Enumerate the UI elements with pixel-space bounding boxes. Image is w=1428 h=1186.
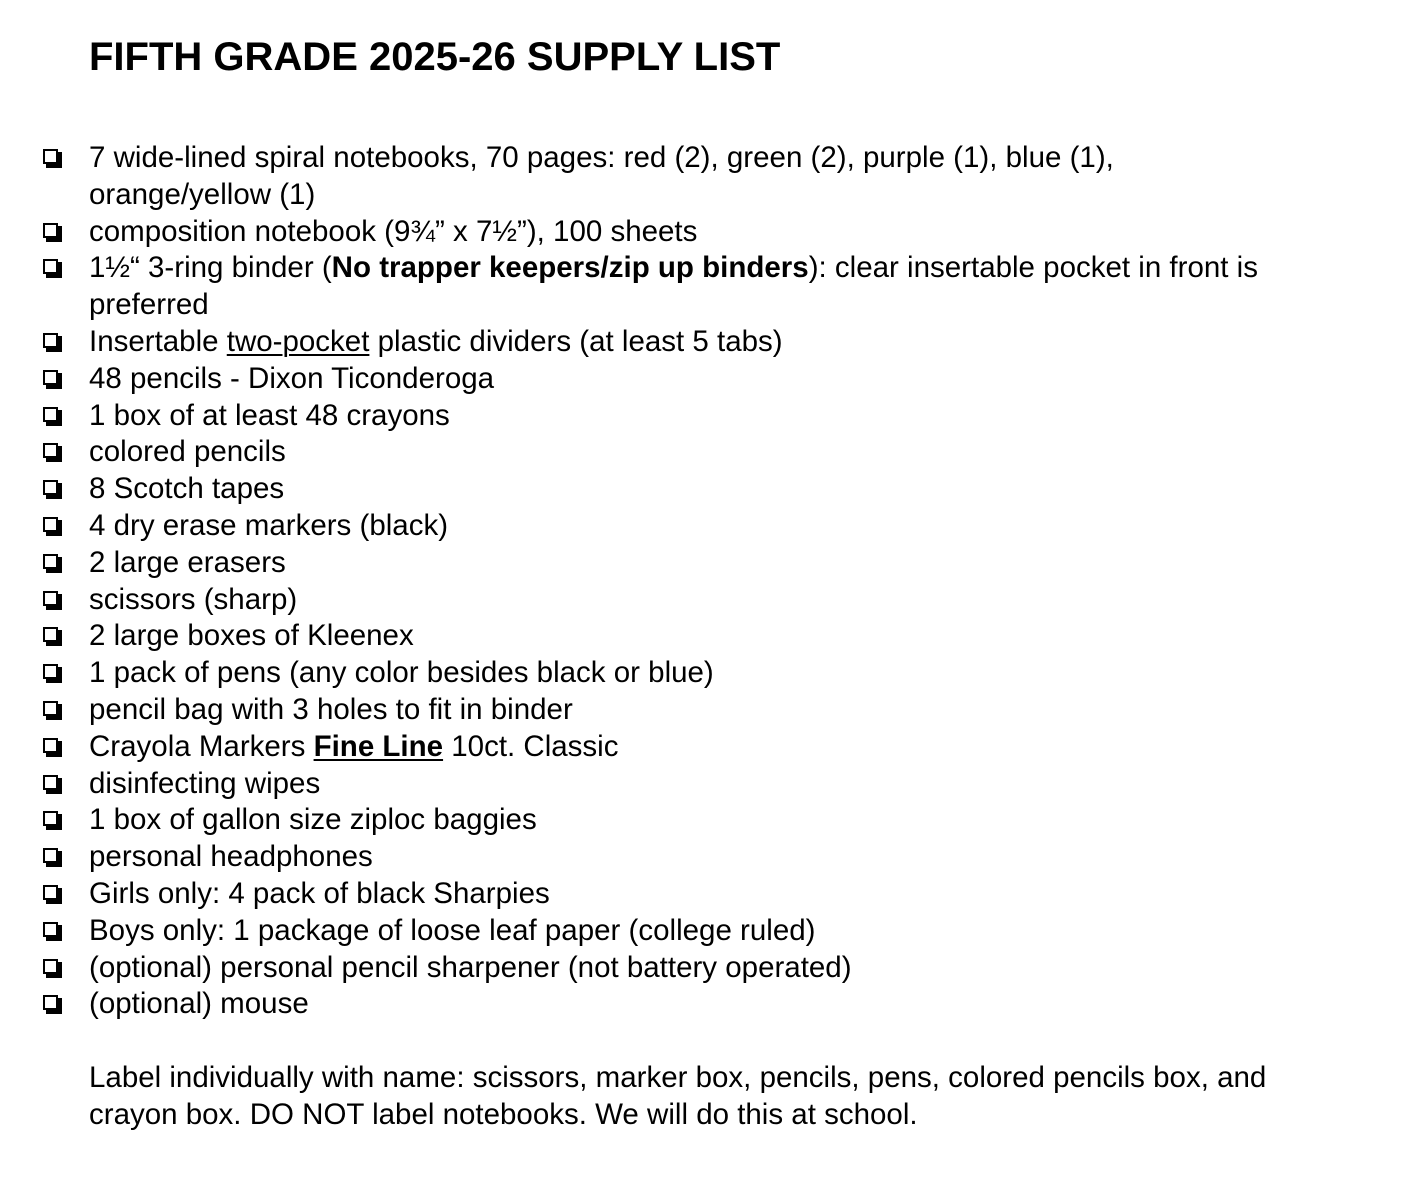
list-item: [0, 692, 1269, 729]
checkbox-icon: [43, 775, 58, 790]
list-item: [0, 655, 1269, 692]
item-text: ): clear insertable pocket in front is preferred: [89, 251, 1258, 322]
list-item: [0, 802, 1269, 839]
item-text: 1 box of at least 48 crayons: [89, 398, 450, 432]
list-item: [0, 324, 1269, 361]
checkbox-icon: [43, 443, 58, 458]
item-text: 2 large erasers: [89, 545, 286, 579]
item-text: pencil bag with 3 holes to fit in binder: [89, 692, 573, 726]
list-item: [0, 582, 1269, 619]
list-item: [0, 876, 1269, 913]
item-text: Girls only: 4 pack of black Sharpies: [89, 876, 550, 910]
checkbox-icon: [43, 664, 58, 679]
page-title: FIFTH GRADE 2025-26 SUPPLY LIST: [89, 35, 781, 79]
checkbox-icon: [43, 370, 58, 385]
item-text: 1 pack of pens (any color besides black or blue): [89, 656, 714, 690]
checkbox-icon: [43, 848, 58, 863]
list-item: [0, 545, 1269, 582]
list-item: [0, 766, 1269, 803]
checkbox-icon: [43, 738, 58, 753]
checkbox-icon: [43, 885, 58, 900]
item-text: 1 box of gallon size ziploc baggies: [89, 803, 537, 837]
item-text-underline: two-pocket: [226, 324, 370, 358]
list-item: [0, 471, 1269, 508]
checkbox-icon: [43, 407, 58, 422]
item-text: (optional) personal pencil sharpener (not battery operated): [89, 950, 852, 984]
list-item: [0, 434, 1269, 471]
list-item: [0, 250, 1269, 324]
checkbox-icon: [43, 223, 58, 238]
item-text-bold: No trapper keepers/zip up binders: [331, 251, 809, 285]
list-item: [0, 839, 1269, 876]
list-item: [0, 398, 1269, 435]
item-text: 8 Scotch tapes: [89, 472, 285, 506]
item-text: disinfecting wipes: [89, 766, 321, 800]
item-text: 1½“ 3-ring binder (: [89, 251, 332, 285]
checkbox-icon: [43, 149, 58, 164]
item-text: plastic dividers (at least 5 tabs): [369, 324, 783, 358]
item-text: colored pencils: [89, 435, 286, 469]
checkbox-icon: [43, 591, 58, 606]
list-item: [0, 986, 1269, 1023]
list-item: [0, 140, 1269, 214]
checkbox-icon: [43, 627, 58, 642]
item-text: scissors (sharp): [89, 582, 298, 616]
checkbox-icon: [43, 701, 58, 716]
item-text: 2 large boxes of Kleenex: [89, 619, 414, 653]
labeling-note: Label individually with name: scissors, marker box, pencils, pens, colored pencils box, and crayon box. DO NOT label notebooks. We will do this at school.: [89, 1061, 1267, 1131]
item-text: personal headphones: [89, 840, 373, 874]
item-text: Boys only: 1 package of loose leaf paper (college ruled): [89, 913, 816, 947]
item-text: 4 dry erase markers (black): [89, 508, 449, 542]
list-item: [0, 508, 1269, 545]
item-text: Crayola Markers: [89, 729, 314, 763]
list-item: [0, 729, 1269, 766]
checkbox-icon: [43, 517, 58, 532]
list-item: [0, 361, 1269, 398]
item-text: (optional) mouse: [89, 987, 309, 1021]
item-text-bold-underline: Fine Line: [313, 729, 444, 763]
supply-list: [0, 140, 1428, 1023]
checkbox-icon: [43, 995, 58, 1010]
list-item: [0, 214, 1269, 251]
item-text: composition notebook (9¾” x 7½”), 100 sheets: [89, 214, 698, 248]
checkbox-icon: [43, 811, 58, 826]
item-text: 10ct. Classic: [443, 729, 619, 763]
checkbox-icon: [43, 922, 58, 937]
item-text: 7 wide-lined spiral notebooks, 70 pages: red (2), green (2), purple (1), blue (1), orange/yellow (1): [89, 141, 1114, 211]
list-item: [0, 913, 1269, 950]
checkbox-icon: [43, 259, 58, 274]
item-text: Insertable: [89, 324, 227, 358]
list-item: [0, 950, 1269, 987]
checkbox-icon: [43, 333, 58, 348]
item-text: 48 pencils - Dixon Ticonderoga: [89, 361, 495, 395]
list-item: [0, 618, 1269, 655]
checkbox-icon: [43, 959, 58, 974]
checkbox-icon: [43, 554, 58, 569]
checkbox-icon: [43, 480, 58, 495]
